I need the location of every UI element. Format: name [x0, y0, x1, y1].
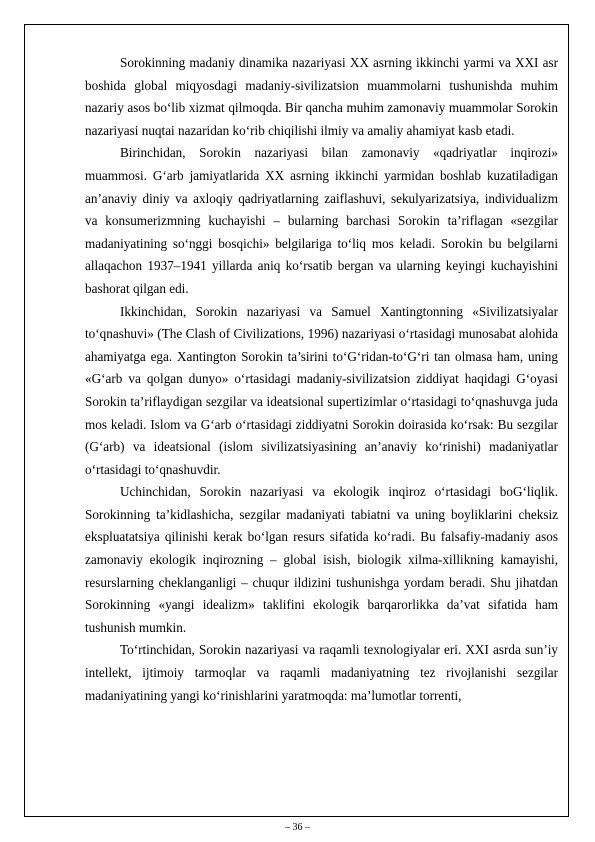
paragraph-fourth-point: To‘rtinchidan, Sorokin nazariyasi va raqamli texnologiyalar eri. XXI asrda sun’iy intellekt, ijtimoiy tarmoqlar va raqamli madaniyatning tez rivojlanishi sezgilar madaniyatining yangi ko‘rinishlarini yaratmoqda: ma’lumotlar torrenti, — [85, 642, 558, 703]
paragraph-intro: Sorokinning madaniy dinamika nazariyasi XX asrning ikkinchi yarmi va XXI asr boshida global miqyosdagi madaniy-sivilizatsion muammolarni tushunishda muhim nazariy asos bo‘lib xizmat qilmoqda. Bir qancha muhim zamonaviy muammolar Sorokin nazariyasi nuqtai nazaridan ko‘rib chiqilishi ilmiy va amaliy ahamiyat kasb etadi. — [85, 55, 558, 138]
paragraph-first-point: Birinchidan, Sorokin nazariyasi bilan zamonaviy «qadriyatlar inqirozi» muammosi. G‘arb jamiyatlarida XX asrning ikkinchi yarmidan boshlab kuzatiladigan an’anaviy diniy va axloqiy qadriyatlarning zaiflashuvi, sekulyarizatsiya, individualizm va konsumerizmning kuchayishi – bularning barchasi Sorokin ta’riflagan «sezgilar madaniyatining so‘nggi bosqichi» belgilariga to‘liq mos keladi. Sorokin bu belgilarni allaqachon 1937–1941 yillarda aniq ko‘rsatib bergan va ularning keyingi kuchayishini bashorat qilgan edi. — [85, 145, 558, 296]
paragraph-third-point: Uchinchidan, Sorokin nazariyasi va ekologik inqiroz o‘rtasidagi boG‘liqlik. Sorokinning ta’kidlashicha, sezgilar madaniyati tabiatni va uning boyliklarini cheksiz ekspluatatsiya qilinishi kerak bo‘lgan resurs sifatida ko‘radi. Bu falsafiy-madaniy asos zamonaviy ekologik inqirozning – global isish, biologik xilma-xillikning kamayishi, resurslarning cheklanganligi – chuqur ildizini tushunishga yordam beradi. Shu jihatdan Sorokinning «yangi idealizm» taklifini ekologik barqarorlikka da’vat sifatida ham tushunish mumkin. — [85, 484, 558, 635]
paragraph-second-point: Ikkinchidan, Sorokin nazariyasi va Samuel Xantingtonning «Sivilizatsiyalar to‘qnashuvi» (The Clash of Civilizations, 1996) nazariyasi o‘rtasidagi munosabat alohida ahamiyatga ega. Xantington Sorokin ta’sirini to‘G‘ridan-to‘G‘ri tan olmasa ham, uning «G‘arb va qolgan dunyo» o‘rtasidagi madaniy-sivilizatsion ziddiyat haqidagi G‘oyasi Sorokin ta’riflaydigan sezgilar va ideatsional supertizimlar o‘rtasidagi to‘qnashuvga juda mos keladi. Islom va G‘arb o‘rtasidagi ziddiyatni Sorokin doirasida ko‘rsak: Bu sezgilar (G‘arb) va ideatsional (islom sivilizatsiyasining an’anaviy ko‘rinishi) madaniyatlar o‘rtasidagi to‘qnashuvdir. — [85, 303, 558, 477]
document-body — [85, 52, 558, 707]
page-number: – 36 – — [285, 822, 310, 833]
